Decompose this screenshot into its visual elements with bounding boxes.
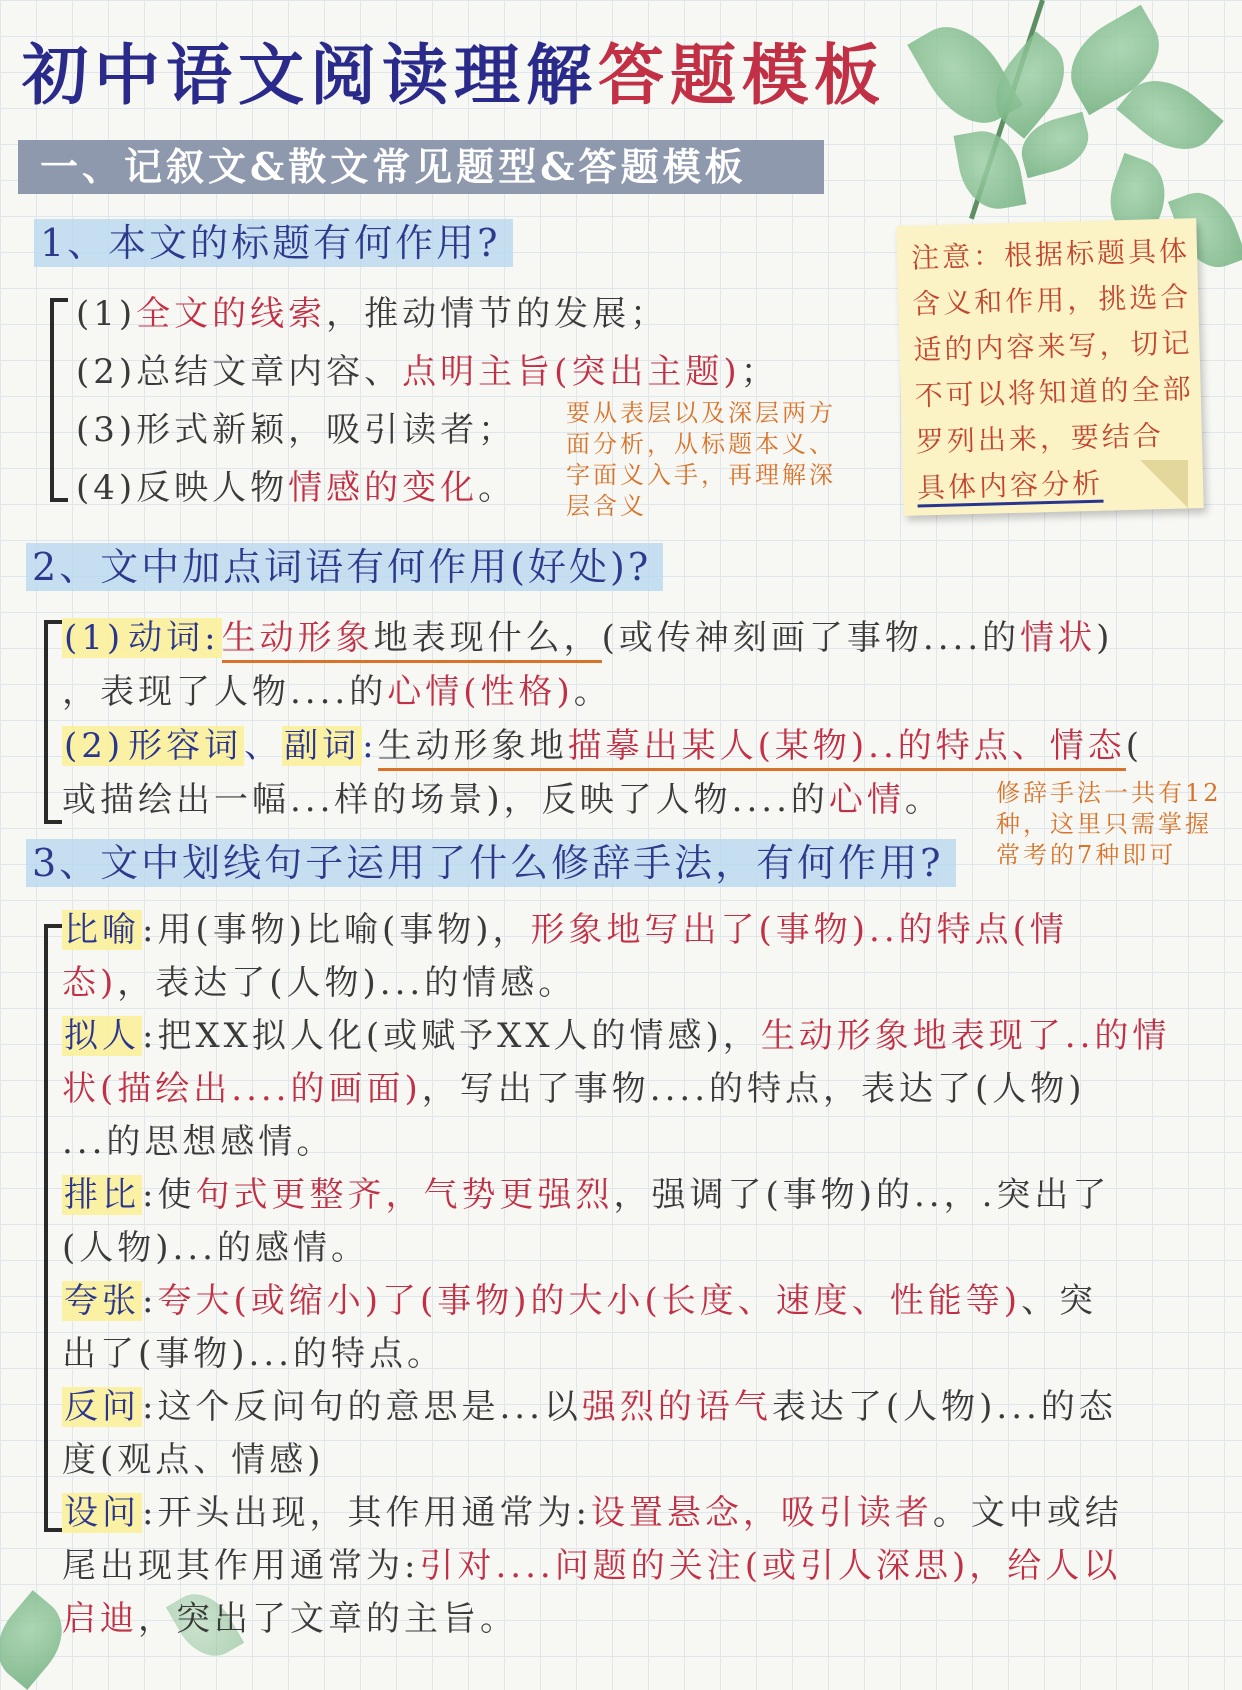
rhetoric-type: 比喻	[64, 910, 140, 950]
item-text: 。	[904, 780, 943, 820]
q1-item-2	[76, 344, 779, 393]
note-line-underlined: 具体内容分析	[917, 467, 1104, 508]
q3-line	[62, 1591, 518, 1640]
q2-line-4	[62, 772, 943, 821]
item-text: :	[142, 1281, 158, 1321]
q3-line	[62, 1114, 334, 1163]
question-1-heading	[34, 212, 513, 267]
item-text: 或描绘出一幅...样的场景)，反映了人物....的	[62, 780, 829, 820]
item-text: ，推动情节的发展；	[326, 294, 669, 334]
item-text: :使	[142, 1175, 196, 1215]
note-curl	[1140, 460, 1188, 508]
item-text: 尾出现其作用通常为:	[62, 1546, 420, 1586]
item-text: :用(事物)比喻(事物)，	[142, 910, 531, 950]
side-note-line: 种，这里只需掌握	[996, 810, 1212, 838]
item-text: ，写出了事物....的特点，表达了(人物)	[421, 1069, 1086, 1109]
leaf-decoration	[954, 125, 1027, 214]
bracket	[44, 924, 62, 1532]
key-phrase: 态)	[62, 963, 118, 1003]
item-text: ，突出了文章的主旨。	[138, 1599, 518, 1639]
item-number: (1)	[64, 618, 125, 658]
question-2-text: 2、文中加点词语有何作用(好处)?	[26, 543, 663, 591]
item-text: 总结文章内容、	[136, 352, 403, 392]
q2-line-2	[62, 664, 612, 713]
key-phrase: 生动形象	[221, 618, 374, 658]
item-text: 地表现什么，	[373, 618, 602, 658]
q3-line	[62, 1008, 1170, 1057]
q3-line	[62, 1061, 1086, 1110]
question-3-text: 3、文中划线句子运用了什么修辞手法，有何作用?	[26, 839, 956, 887]
side-note-line: 字面义入手，再理解深	[566, 461, 836, 489]
q1-item-3	[76, 402, 516, 451]
item-text: 度(观点、情感)	[62, 1440, 325, 1480]
question-3-heading	[26, 832, 956, 887]
key-phrase: 生动形象地表现了..的情	[760, 1016, 1171, 1056]
key-phrase: 心情	[828, 780, 905, 820]
item-text: (人物)...的感情。	[62, 1228, 369, 1268]
q3-line	[62, 1326, 445, 1375]
key-phrase: 强烈的语气	[581, 1387, 772, 1427]
q3-line	[62, 1167, 1110, 1216]
item-text: (或传神刻画了事物....的	[601, 618, 1021, 658]
key-phrase: 形象地写出了(事物)..的特点(情	[530, 910, 1068, 950]
q3-line	[62, 955, 576, 1004]
item-number: (1)	[76, 294, 137, 334]
rhetoric-type: 反问	[64, 1387, 140, 1427]
word-type: 副词	[284, 726, 361, 766]
item-text: ；	[740, 352, 779, 392]
q3-line	[62, 1273, 1097, 1322]
key-phrase: 情感的变化	[288, 468, 479, 508]
bracket	[44, 620, 62, 824]
key-phrase: 点明主旨(突出主题)	[402, 352, 741, 392]
key-phrase: 夸大(或缩小)了(事物)的大小(长度、速度、性能等)	[157, 1281, 1022, 1321]
item-number: (2)	[76, 352, 137, 392]
key-phrase: 心情(性格)	[387, 672, 574, 712]
key-phrase: 状(描绘出....的画面)	[62, 1069, 422, 1109]
item-text: )	[1096, 618, 1114, 658]
q2-line-3	[62, 718, 1143, 767]
item-text: 反映人物	[136, 468, 289, 508]
note-line: 注意：根据标题具体	[910, 234, 1191, 275]
word-type: 形容词	[128, 726, 243, 766]
note-line: 罗列出来，要结合	[915, 419, 1165, 459]
item-text: 、突	[1021, 1281, 1098, 1321]
q3-line	[62, 1538, 1121, 1587]
q3-line	[62, 1379, 1117, 1428]
item-text: ，强调了(事物)的..，.突出了	[613, 1175, 1111, 1215]
separator: :	[362, 726, 378, 766]
key-phrase: 设置悬念，吸引读者	[590, 1493, 933, 1533]
item-text: :这个反问句的意思是...以	[142, 1387, 582, 1427]
key-phrase: 情状	[1020, 618, 1097, 658]
q3-line	[62, 902, 1068, 951]
note-line: 不可以将知道的全部	[914, 372, 1195, 413]
side-note-line: 面分析，从标题本义、	[566, 430, 836, 458]
rhetoric-type: 排比	[64, 1175, 140, 1215]
title-main: 初中语文阅读理解	[22, 36, 598, 114]
item-text: 形式新颖，吸引读者；	[136, 410, 517, 450]
item-text: 出了(事物)...的特点。	[62, 1334, 445, 1374]
q3-line	[62, 1220, 369, 1269]
q2-line-1	[62, 610, 1113, 659]
item-text: 表达了(人物)...的态	[771, 1387, 1117, 1427]
item-text: (	[1125, 726, 1144, 766]
item-number: (2)	[64, 726, 125, 766]
q1-side-note	[566, 398, 836, 522]
separator: 、	[244, 726, 283, 766]
item-text: 。	[573, 672, 612, 712]
item-text: :把XX拟人化(或赋予XX人的情感)，	[142, 1016, 761, 1056]
q1-item-1	[76, 286, 668, 335]
side-note-line: 层含义	[566, 492, 647, 520]
key-phrase: 引对....问题的关注(或引人深思)，给人以	[419, 1546, 1122, 1586]
key-phrase: 描摹出某人(某物)..的特点、情态	[567, 726, 1126, 766]
side-note-line: 修辞手法一共有12	[996, 779, 1222, 807]
key-phrase: 全文的线索	[136, 294, 327, 334]
rhetoric-type: 设问	[64, 1493, 140, 1533]
item-text: :开头出现，其作用通常为:	[142, 1493, 591, 1533]
item-text: 生动形象地	[377, 726, 568, 766]
q3-line	[62, 1432, 325, 1481]
bracket	[50, 298, 68, 502]
item-text: 。文中或结	[932, 1493, 1123, 1533]
item-text: ，表达了(人物)...的情感。	[117, 963, 577, 1003]
page-title	[22, 22, 886, 117]
title-highlight: 答题模板	[598, 36, 886, 114]
question-1-text: 1、本文的标题有何作用?	[34, 219, 513, 267]
item-text: ，表现了人物....的	[62, 672, 388, 712]
key-phrase: 启迪	[62, 1599, 138, 1639]
item-number: (3)	[76, 410, 137, 450]
key-phrase: 句式更整齐，气势更强烈	[195, 1175, 614, 1215]
rhetoric-type: 夸张	[64, 1281, 140, 1321]
item-number: (4)	[76, 468, 137, 508]
side-note-line: 常考的7种即可	[996, 841, 1177, 869]
note-line: 含义和作用，挑选合	[911, 280, 1192, 321]
note-line: 适的内容来写，切记	[913, 326, 1193, 367]
q1-item-4	[76, 460, 516, 509]
word-type: 动词:	[128, 618, 220, 658]
item-text: 。	[478, 468, 517, 508]
rhetoric-type: 拟人	[64, 1016, 140, 1056]
item-text: ...的思想感情。	[62, 1122, 335, 1162]
q3-line	[62, 1485, 1123, 1534]
q2-side-note	[996, 778, 1222, 871]
side-note-line: 要从表层以及深层两方	[566, 399, 836, 427]
section-banner: 一、记叙文&散文常见题型&答题模板	[18, 140, 824, 194]
question-2-heading	[26, 536, 663, 591]
